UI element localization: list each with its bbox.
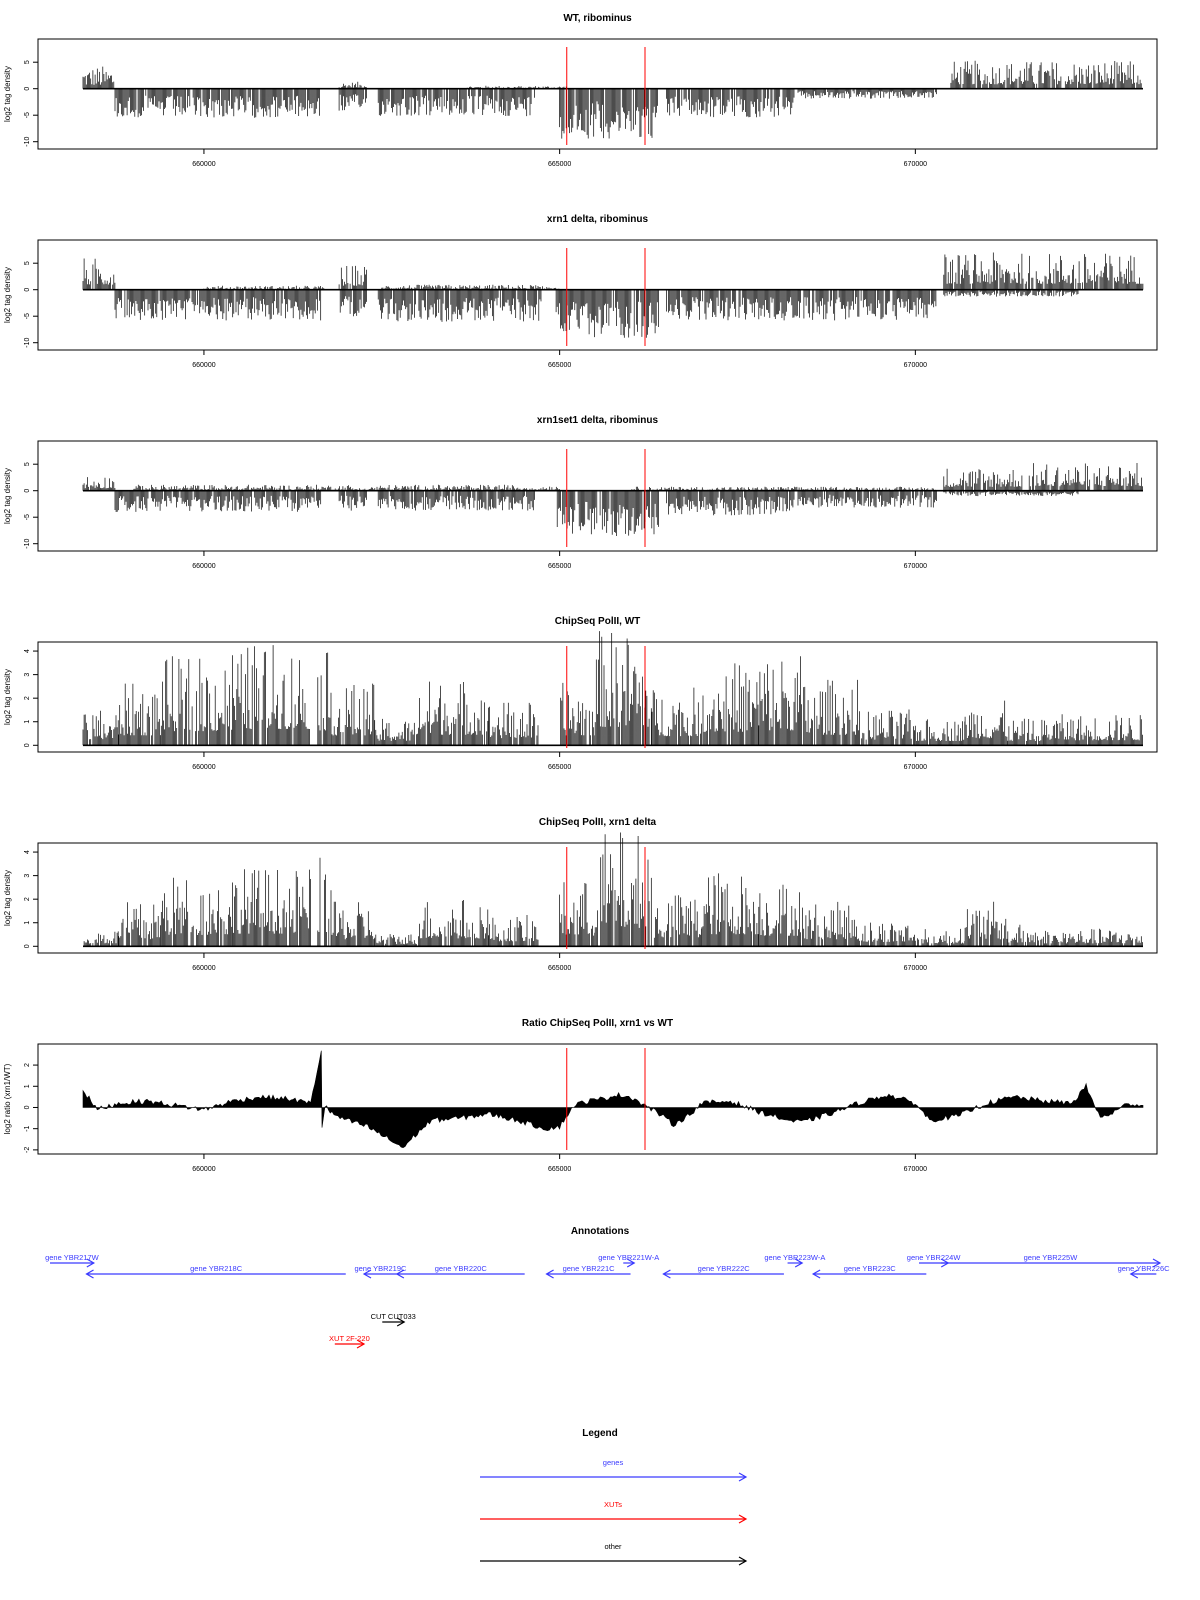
y-tick-label: -5: [24, 514, 31, 521]
y-tick-label: -5: [24, 313, 31, 320]
chart-panel-1: [3, 214, 1157, 369]
x-tick-label: 670000: [903, 764, 928, 771]
plot-frame: [38, 240, 1157, 350]
y-tick-label: -10: [24, 337, 31, 348]
plot-frame: [38, 441, 1157, 551]
x-tick-label: 660000: [192, 161, 216, 168]
density-bars: [83, 463, 1143, 536]
feature-label: gene YBR223C: [843, 1264, 896, 1273]
legend-entry-label: genes: [602, 1458, 624, 1467]
feature-label: gene YBR219C: [354, 1264, 407, 1273]
annotation-feature: [397, 1264, 525, 1278]
chart-title: xrn1set1 delta, ribominus: [536, 415, 659, 426]
legend-entry-label: other: [604, 1542, 622, 1551]
y-tick-label: 3: [24, 672, 31, 677]
y-tick-label: 5: [24, 261, 31, 266]
chart-title: xrn1 delta, ribominus: [546, 214, 649, 225]
x-tick-label: 665000: [547, 764, 572, 771]
y-tick-label: 5: [24, 60, 31, 65]
y-tick-label: 0: [24, 743, 31, 748]
chart-panel-5: [3, 1018, 1157, 1173]
density-bars: [83, 61, 1141, 139]
feature-label: CUT CUT033: [370, 1312, 416, 1321]
annotation-feature: [1118, 1264, 1171, 1278]
annotation-feature: [764, 1253, 825, 1267]
x-tick-label: 665000: [547, 1166, 572, 1173]
feature-label: gene YBR220C: [434, 1264, 487, 1273]
y-tick-label: 0: [24, 944, 31, 949]
annotation-feature: [547, 1264, 631, 1278]
y-tick-label: 3: [24, 873, 31, 878]
annotations-panel: [45, 1226, 1170, 1348]
x-tick-label: 660000: [192, 362, 216, 369]
x-tick-label: 670000: [903, 1166, 928, 1173]
feature-label: gene YBR223W-A: [764, 1253, 826, 1262]
x-tick-label: 670000: [903, 161, 928, 168]
annotation-feature: [663, 1264, 783, 1278]
y-tick-label: 0: [24, 86, 31, 91]
annotation-feature: [907, 1253, 962, 1267]
x-tick-label: 665000: [547, 362, 572, 369]
chart-panel-3: [3, 616, 1157, 771]
feature-label: gene YBR217W: [45, 1253, 99, 1262]
y-axis-label: log2 ratio (xrn1/WT): [3, 1063, 12, 1135]
feature-label: gene YBR225W: [1023, 1253, 1078, 1262]
y-axis-label: log2 tag density: [3, 668, 12, 726]
feature-label: gene YBR221C: [562, 1264, 615, 1273]
y-axis-label: log2 tag density: [3, 467, 12, 525]
x-tick-label: 670000: [903, 362, 928, 369]
y-tick-label: -2: [24, 1146, 31, 1153]
annotation-feature: [45, 1253, 100, 1267]
annotations-title: Annotations: [570, 1226, 630, 1237]
density-bars: [83, 253, 1143, 338]
plot-frame: [38, 39, 1157, 149]
chart-title: Ratio ChipSeq PolII, xrn1 vs WT: [521, 1018, 674, 1029]
ratio-area: [83, 1051, 1143, 1148]
feature-label: gene YBR218C: [190, 1264, 243, 1273]
y-tick-label: 4: [24, 649, 31, 654]
density-bars: [84, 833, 1142, 947]
chart-panel-0: [3, 13, 1157, 168]
annotation-feature: [329, 1334, 370, 1348]
x-tick-label: 670000: [903, 563, 928, 570]
y-tick-label: 1: [24, 920, 31, 925]
x-tick-label: 665000: [547, 563, 572, 570]
legend-entry-label: XUTs: [604, 1500, 622, 1509]
legend-title: Legend: [582, 1428, 618, 1439]
plot-frame: [38, 1044, 1157, 1154]
feature-label: XUT 2F-220: [329, 1334, 370, 1343]
y-tick-label: -10: [24, 538, 31, 549]
y-tick-label: 0: [24, 1105, 31, 1110]
y-tick-label: 2: [24, 696, 31, 701]
x-tick-label: 670000: [903, 965, 928, 972]
annotation-feature: [371, 1312, 416, 1326]
y-tick-label: 5: [24, 462, 31, 467]
y-tick-label: 2: [24, 897, 31, 902]
chart-title: ChipSeq PolII, WT: [554, 616, 641, 627]
chart-title: ChipSeq PolII, xrn1 delta: [538, 817, 657, 828]
chart-panel-2: [3, 415, 1157, 570]
density-bars: [83, 631, 1142, 745]
x-tick-label: 665000: [547, 965, 572, 972]
x-tick-label: 660000: [192, 965, 216, 972]
chart-panel-4: [3, 817, 1157, 972]
y-tick-label: 4: [24, 850, 31, 855]
legend-panel: [480, 1428, 746, 1565]
y-tick-label: 2: [24, 1063, 31, 1068]
x-tick-label: 665000: [547, 161, 572, 168]
y-tick-label: 0: [24, 287, 31, 292]
feature-label: gene YBR222C: [697, 1264, 750, 1273]
annotation-feature: [87, 1264, 346, 1278]
y-axis-label: log2 tag density: [3, 65, 12, 123]
feature-label: gene YBR226C: [1117, 1264, 1170, 1273]
y-axis-label: log2 tag density: [3, 869, 12, 927]
x-tick-label: 660000: [192, 1166, 216, 1173]
annotation-feature: [813, 1264, 926, 1278]
y-tick-label: -1: [24, 1125, 31, 1132]
y-tick-label: -10: [24, 136, 31, 147]
feature-label: gene YBR221W-A: [598, 1253, 660, 1262]
feature-label: gene YBR224W: [906, 1253, 961, 1262]
y-tick-label: 1: [24, 719, 31, 724]
y-axis-label: log2 tag density: [3, 266, 12, 324]
y-tick-label: 1: [24, 1084, 31, 1089]
x-tick-label: 660000: [192, 563, 216, 570]
y-tick-label: 0: [24, 488, 31, 493]
x-tick-label: 660000: [192, 764, 216, 771]
y-tick-label: -5: [24, 112, 31, 119]
chart-title: WT, ribominus: [563, 13, 632, 24]
